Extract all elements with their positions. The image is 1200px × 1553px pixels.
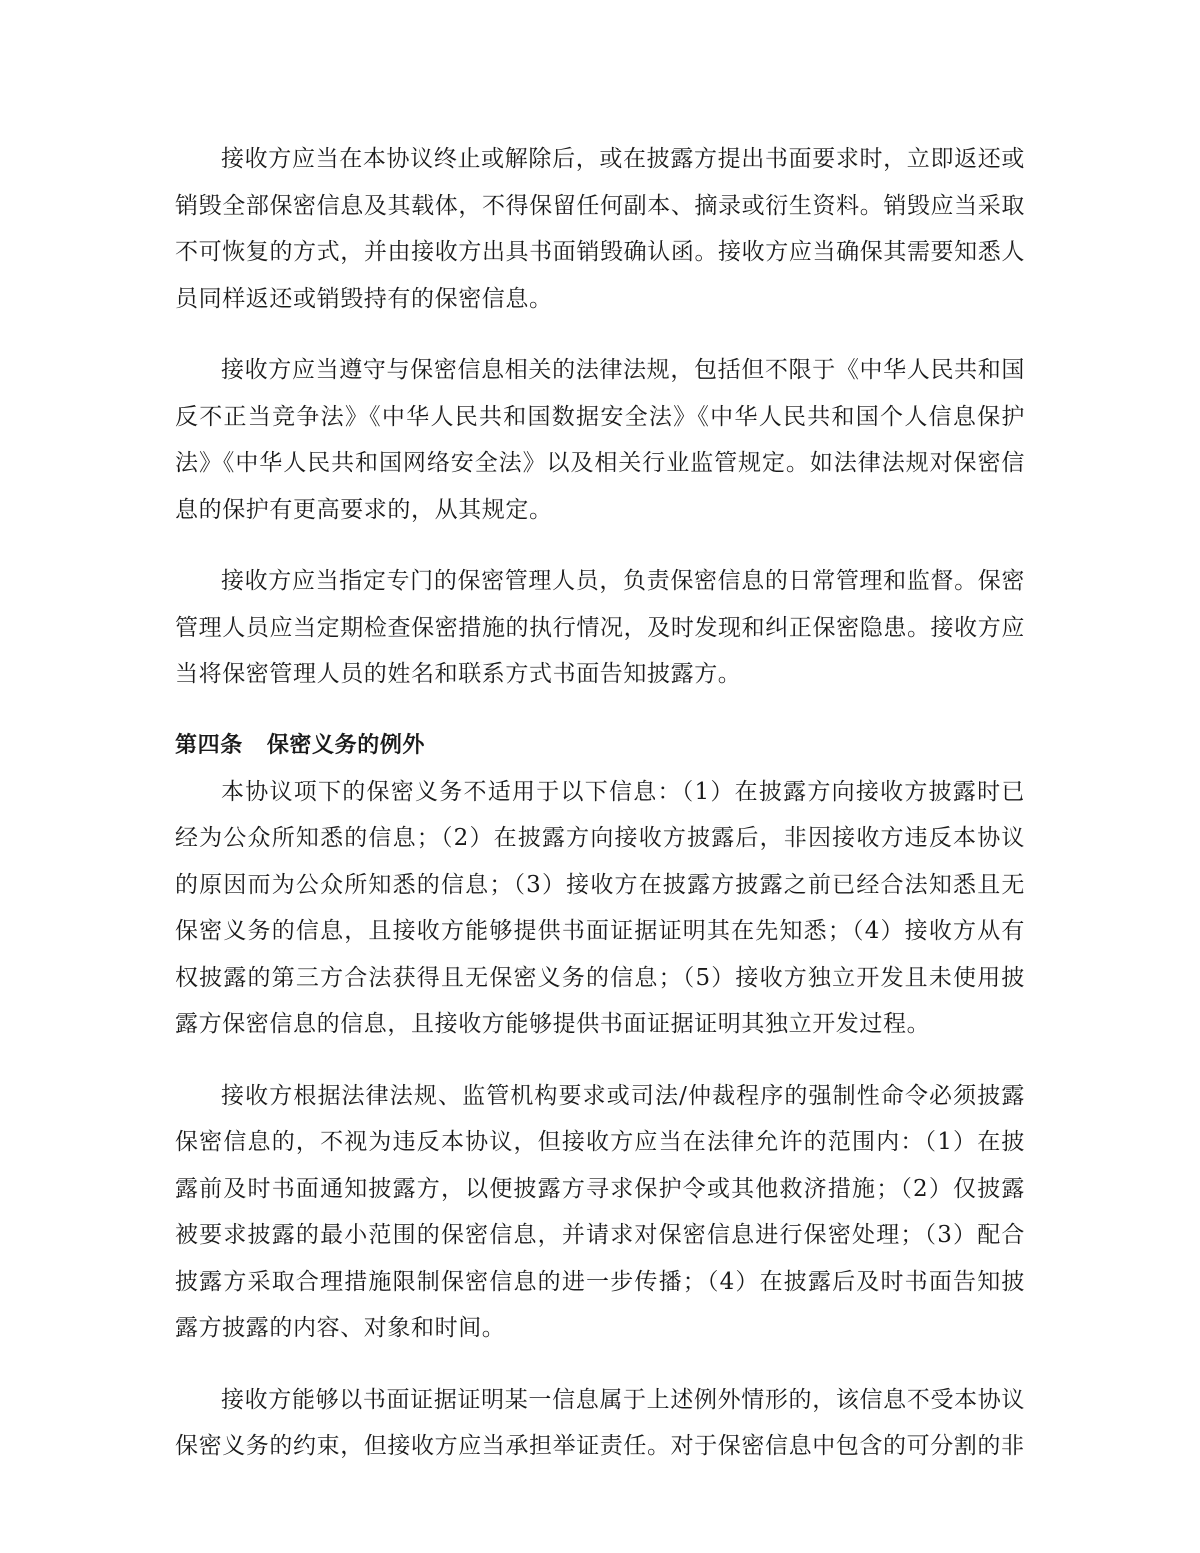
article-4-title: 保密义务的例外 <box>266 732 426 758</box>
paragraph-return-or-destroy: 接收方应当在本协议终止或解除后，或在披露方提出书面要求时，立即返还或销毁全部保密信息及其载体，不得保留任何副本、摘录或衍生资料。销毁应当采取不可恢复的方式，并由接收方出具书面销毁确认函。接收方应当确保其需要知悉人员同样返还或销毁持有的保密信息。 <box>175 146 1025 312</box>
article-4-heading <box>175 723 1025 769</box>
paragraph-burden-of-proof: 接收方能够以书面证据证明某一信息属于上述例外情形的，该信息不受本协议保密义务的约束，但接收方应当承担举证责任。对于保密信息中包含的可分割的非 <box>175 1386 1025 1459</box>
paragraph-confidentiality-manager: 接收方应当指定专门的保密管理人员，负责保密信息的日常管理和监督。保密管理人员应当定期检查保密措施的执行情况，及时发现和纠正保密隐患。接收方应当将保密管理人员的姓名和联系方式书面告知披露方。 <box>175 568 1025 687</box>
article-4-number: 第四条 <box>175 732 243 758</box>
paragraph-legal-compliance: 接收方应当遵守与保密信息相关的法律法规，包括但不限于《中华人民共和国反不正当竞争法》《中华人民共和国数据安全法》《中华人民共和国个人信息保护法》《中华人民共和国网络安全法》以及相关行业监管规定。如法律法规对保密信息的保护有更高要求的，从其规定。 <box>175 357 1025 523</box>
paragraph-compelled-disclosure: 接收方根据法律法规、监管机构要求或司法/仲裁程序的强制性命令必须披露保密信息的，不视为违反本协议，但接收方应当在法律允许的范围内：（1）在披露前及时书面通知披露方，以便披露方寻求保护令或其他救济措施；（2）仅披露被要求披露的最小范围的保密信息，并请求对保密信息进行保密处理；（3）配合披露方采取合理措施限制保密信息的进一步传播；（4）在披露后及时书面告知披露方披露的内容、对象和时间。 <box>175 1082 1025 1341</box>
document-body <box>175 136 1025 1470</box>
paragraph-exceptions-list: 本协议项下的保密义务不适用于以下信息：（1）在披露方向接收方披露时已经为公众所知悉的信息；（2）在披露方向接收方披露后，非因接收方违反本协议的原因而为公众所知悉的信息；（3）接收方在披露方披露之前已经合法知悉且无保密义务的信息，且接收方能够提供书面证据证明其在先知悉；（4）接收方从有权披露的第三方合法获得且无保密义务的信息；（5）接收方独立开发且未使用披露方保密信息的信息，且接收方能够提供书面证据证明其独立开发过程。 <box>175 778 1025 1037</box>
